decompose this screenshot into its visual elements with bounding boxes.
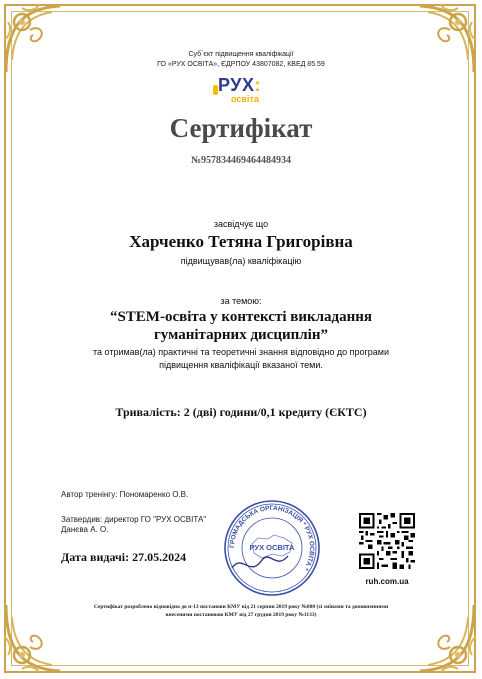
seal-ring-text: ГРОМАДСЬКА ОРГАНІЗАЦІЯ * РУХ ОСВІТА * <box>228 504 316 572</box>
organization-logo <box>211 75 271 105</box>
approved-by-line-2: Данєва А. О. <box>61 525 109 534</box>
corner-ornament-bottom-left <box>0 599 78 677</box>
certificate-title: Сертифікат <box>169 113 313 143</box>
topic-title-line-1: “STEM-освіта у контексті викладання <box>109 309 373 325</box>
logo-main-text: РУХ <box>218 75 255 95</box>
certificate-number: №957834469464484934 <box>190 155 292 166</box>
issuer-line-1: Суб`єкт підвищення кваліфікації <box>188 51 294 58</box>
recipient-name: Харченко Тетяна Григорівна <box>129 232 353 251</box>
trainer-author: Автор тренінгу: Пономаренко О.В. <box>61 490 189 499</box>
issuer-line-2: ГО «РУХ ОСВІТА», ЄДРПОУ 43807082, КВЕД 85.59 <box>157 61 325 68</box>
signature-scribble <box>232 556 288 568</box>
certifies-text: засвідчує що <box>213 219 269 229</box>
website-link[interactable]: ruh.com.ua <box>365 577 409 586</box>
duration-text: Тривалість: 2 (дві) години/0,1 кредиту (ЄКТС) <box>115 405 367 419</box>
received-text-line-1: та отримав(ла) практичні та теоретичні знання відповідно до програми <box>92 347 389 357</box>
received-text-line-2: підвищення кваліфікації вказаної теми. <box>159 360 323 370</box>
topic-label: за темою: <box>220 296 262 306</box>
seal-center-text: РУХ ОСВІТА <box>249 543 295 552</box>
issue-date: Дата видачі: 27.05.2024 <box>61 550 187 564</box>
approved-by-line-1: Затвердив: директор ГО "РУХ ОСВІТА" <box>61 515 207 524</box>
organization-seal-stamp <box>222 498 322 598</box>
upgraded-text: підвищував(ла) кваліфікацію <box>180 256 302 266</box>
topic-title-line-2: гуманітарних дисциплін” <box>153 327 328 343</box>
logo-colon-icon: : <box>254 75 261 95</box>
corner-ornament-bottom-right <box>402 599 480 677</box>
footnote-line-2: внесеними постановою КМУ від 27 грудня 2019 року №1133) <box>165 612 317 618</box>
logo-sub-text: освіта <box>231 94 259 104</box>
qr-code[interactable] <box>359 513 415 569</box>
footnote-line-1: Сертифікат розроблено відповідно до п-13 постанови КМУ від 21 серпня 2019 року №800 (зі змінами та доповненнями <box>93 604 389 610</box>
